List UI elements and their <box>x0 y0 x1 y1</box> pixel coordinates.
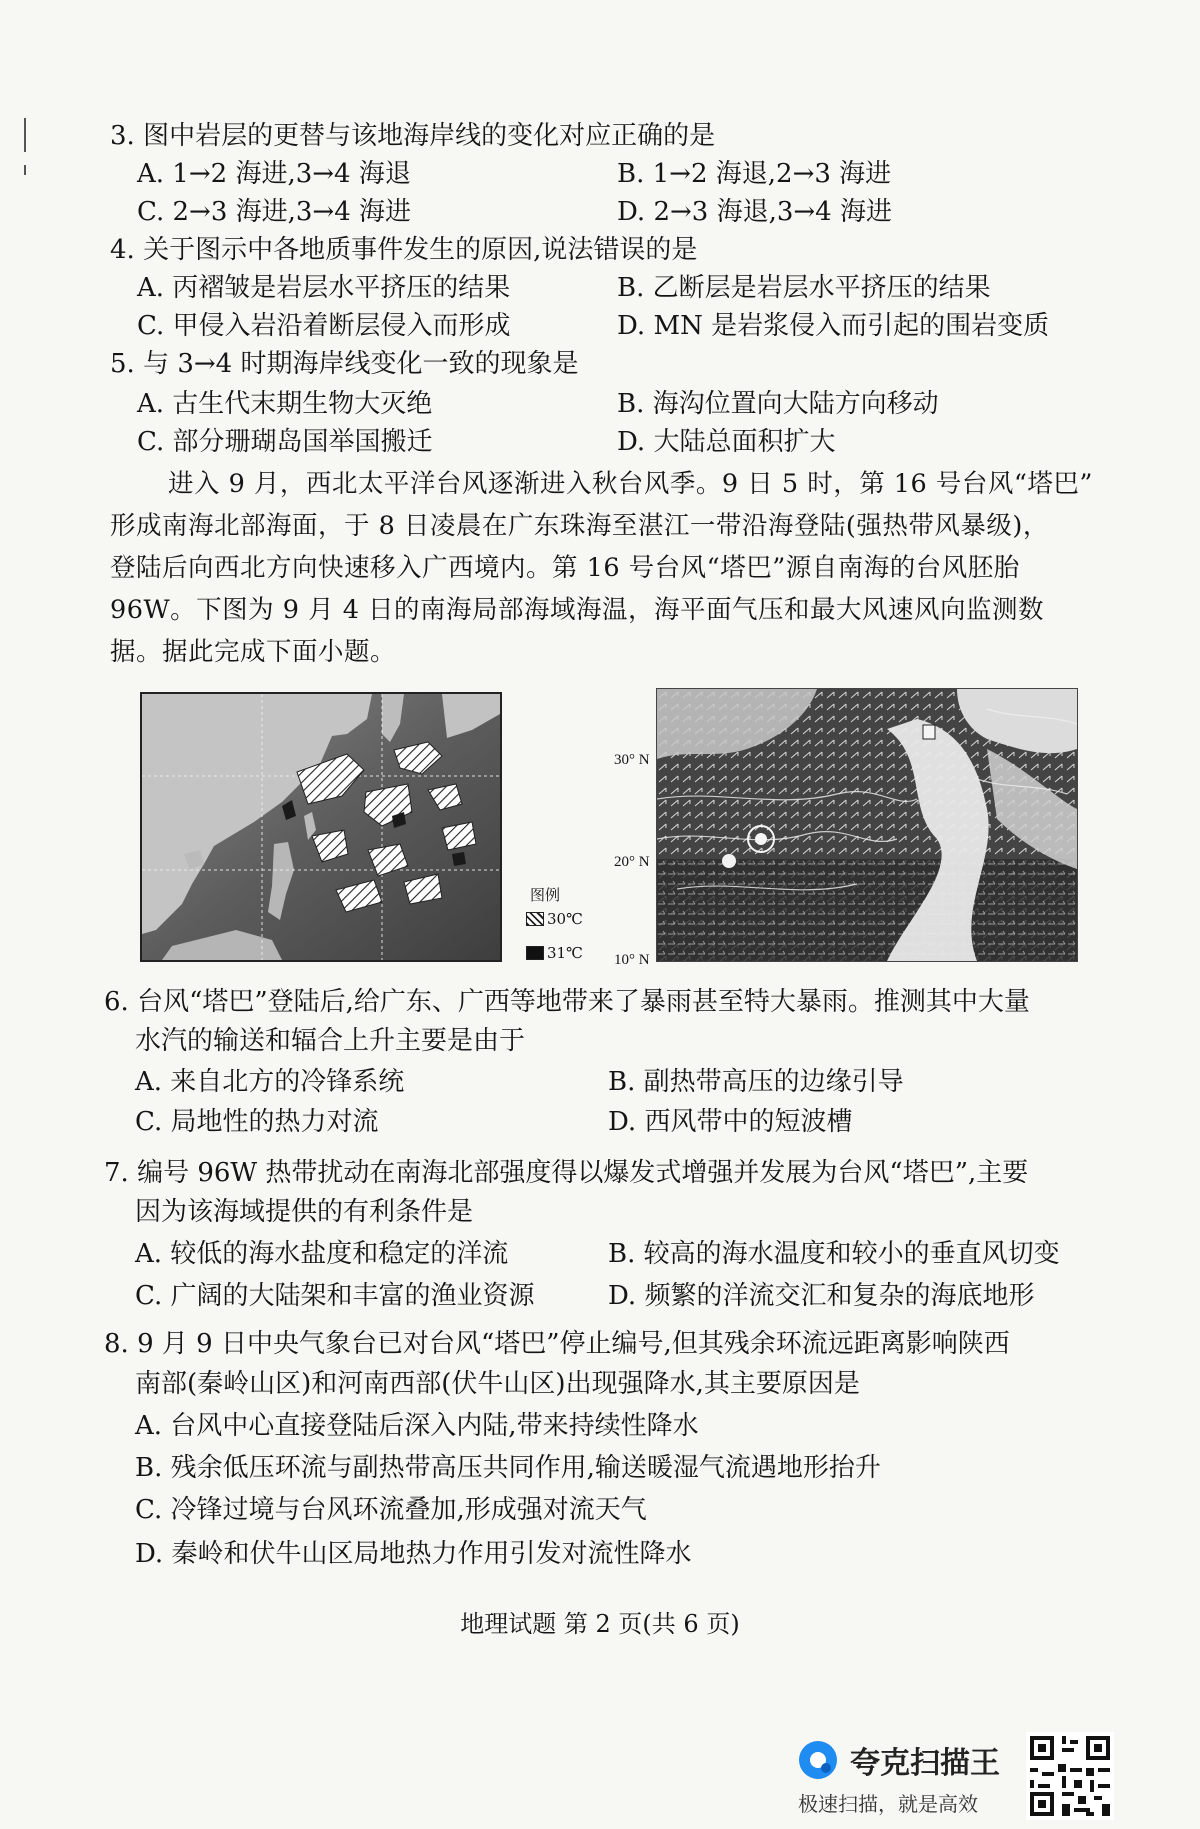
question-8-option-b: B. 残余低压环流与副热带高压共同作用,输送暖湿气流遇地形抬升 <box>135 1453 881 1483</box>
question-8-option-a: A. 台风中心直接登陆后深入内陆,带来持续性降水 <box>135 1411 699 1441</box>
question-8-stem-cont: 南部(秦岭山区)和河南西部(伏牛山区)出现强降水,其主要原因是 <box>135 1369 860 1399</box>
question-5-option-c: C. 部分珊瑚岛国举国搬迁 <box>137 427 433 457</box>
question-6-stem: 6. 台风“塔巴”登陆后,给广东、广西等地带来了暴雨甚至特大暴雨。推测其中大量 <box>104 987 1030 1017</box>
pressure-wind-map-graphic <box>657 689 1077 961</box>
hatch-swatch-icon <box>526 912 544 926</box>
scanner-tagline: 极速扫描，就是高效 <box>798 1792 978 1816</box>
question-4-option-d: D. MN 是岩浆侵入而引起的围岩变质 <box>617 311 1050 341</box>
scanner-logo-icon <box>796 1738 840 1782</box>
passage-line: 96W。下图为 9 月 4 日的南海局部海域海温，海平面气压和最大风速风向监测数 <box>110 595 1045 625</box>
legend-item-30c <box>526 910 583 928</box>
question-8-option-c: C. 冷锋过境与台风环流叠加,形成强对流天气 <box>135 1495 647 1525</box>
question-4-stem: 4. 关于图示中各地质事件发生的原因,说法错误的是 <box>110 235 698 265</box>
passage-line: 据。据此完成下面小题。 <box>110 637 397 667</box>
question-5-stem: 5. 与 3→4 时期海岸线变化一致的现象是 <box>110 349 579 379</box>
question-3-option-d: D. 2→3 海退,3→4 海进 <box>617 197 892 227</box>
question-6-option-d: D. 西风带中的短波槽 <box>608 1107 853 1137</box>
question-7-stem-cont: 因为该海域提供的有利条件是 <box>135 1197 474 1227</box>
solid-swatch-icon <box>526 946 544 960</box>
passage-line: 形成南海北部海面，于 8 日凌晨在广东珠海至湛江一带沿海登陆(强热带风暴级)， <box>110 511 1049 541</box>
question-6-option-c: C. 局地性的热力对流 <box>135 1107 379 1137</box>
scanner-watermark <box>796 1738 1000 1782</box>
latitude-label-10n: 10° N <box>614 952 650 968</box>
page-footer: 地理试题 第 2 页(共 6 页) <box>460 1610 740 1638</box>
question-6-option-b: B. 副热带高压的边缘引导 <box>608 1067 904 1097</box>
legend-label-31c: 31℃ <box>547 944 583 962</box>
passage-line: 进入 9 月，西北太平洋台风逐渐进入秋台风季。9 日 5 时，第 16 号台风“塔巴” <box>168 469 1093 499</box>
question-4-option-c: C. 甲侵入岩沿着断层侵入而形成 <box>137 311 511 341</box>
scan-margin-mark <box>24 118 26 152</box>
sea-temperature-map-graphic <box>142 694 500 960</box>
latitude-label-20n: 20° N <box>614 854 650 870</box>
question-3-option-b: B. 1→2 海退,2→3 海进 <box>617 159 892 189</box>
question-4-option-a: A. 丙褶皱是岩层水平挤压的结果 <box>137 273 511 303</box>
question-6-option-a: A. 来自北方的冷锋系统 <box>135 1067 405 1097</box>
question-7-option-d: D. 频繁的洋流交汇和复杂的海底地形 <box>608 1281 1035 1311</box>
scan-margin-mark <box>24 165 26 175</box>
latitude-label-30n: 30° N <box>614 752 650 768</box>
qr-code-icon <box>1026 1732 1114 1820</box>
question-5-option-b: B. 海沟位置向大陆方向移动 <box>617 389 939 419</box>
question-8-option-d: D. 秦岭和伏牛山区局地热力作用引发对流性降水 <box>135 1539 692 1569</box>
question-7-option-b: B. 较高的海水温度和较小的垂直风切变 <box>608 1239 1060 1269</box>
question-3-option-c: C. 2→3 海进,3→4 海进 <box>137 197 412 227</box>
scanner-brand-name: 夸克扫描王 <box>850 1746 1000 1781</box>
question-5-option-d: D. 大陆总面积扩大 <box>617 427 836 457</box>
question-3-option-a: A. 1→2 海进,3→4 海退 <box>137 159 411 189</box>
question-4-option-b: B. 乙断层是岩层水平挤压的结果 <box>617 273 991 303</box>
question-3-stem: 3. 图中岩层的更替与该地海岸线的变化对应正确的是 <box>110 121 716 151</box>
question-7-option-a: A. 较低的海水盐度和稳定的洋流 <box>135 1239 509 1269</box>
sea-temperature-map <box>140 692 502 962</box>
question-5-option-a: A. 古生代末期生物大灭绝 <box>137 389 433 419</box>
question-6-stem-cont: 水汽的输送和辐合上升主要是由于 <box>135 1026 526 1056</box>
question-8-stem: 8. 9 月 9 日中央气象台已对台风“塔巴”停止编号,但其残余环流远距离影响陕西 <box>104 1329 1010 1359</box>
pressure-wind-map <box>656 688 1078 962</box>
question-7-stem: 7. 编号 96W 热带扰动在南海北部强度得以爆发式增强并发展为台风“塔巴”,主要 <box>104 1158 1029 1188</box>
legend-title: 图例 <box>530 886 561 904</box>
passage-line: 登陆后向西北方向快速移入广西境内。第 16 号台风“塔巴”源自南海的台风胚胎 <box>110 553 1020 583</box>
legend-item-31c <box>526 944 583 962</box>
question-7-option-c: C. 广阔的大陆架和丰富的渔业资源 <box>135 1281 535 1311</box>
legend-label-30c: 30℃ <box>547 910 583 928</box>
